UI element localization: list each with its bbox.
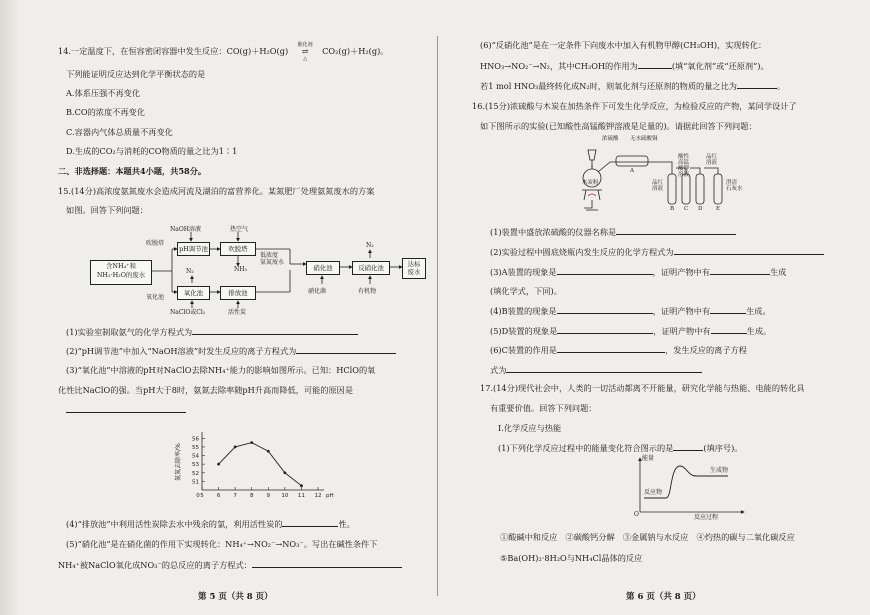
energy-diagram xyxy=(632,454,752,522)
x-tick-label: 7 xyxy=(233,493,237,499)
q16-sub4: (4)B装置的现象是 ，证明产物中有 生成。 xyxy=(490,306,771,316)
q17-sub1: (1)下列化学反应过程中的能量变化符合图示的是 (填序号)。 xyxy=(498,443,743,453)
answer-blank[interactable] xyxy=(296,345,396,354)
apparatus-cuso4: 无水硫酸铜 xyxy=(630,136,658,142)
q15-sub2: (2)“pH调节池”中加入“NaOH溶液”时发生反应的离子方程式为 xyxy=(66,345,396,356)
q15-sub3a: (3)“氧化池”中溶液的pH对NaClO去除NH₄⁺能力的影响如图所示。已知：HClO的氧 xyxy=(66,365,376,375)
apparatus-kmno4: 酸性 高锰 酸钾 溶液 xyxy=(678,154,690,178)
q15-stem-2: 如图。回答下列问题： xyxy=(66,205,148,215)
q17-part-I: Ⅰ.化学反应与热能 xyxy=(498,423,562,433)
flow-n2-left: N₂ xyxy=(186,268,194,275)
q16-sub3b: (填化学式，下同)。 xyxy=(490,286,562,296)
q16-sub3: (3)A装置的现象是 ，证明产物中有 生成 xyxy=(490,267,787,277)
apparatus-charcoal: 木炭粉 xyxy=(582,180,599,186)
flow-blow-label: 吹脱塔 xyxy=(146,240,165,247)
answer-blank[interactable] xyxy=(737,80,777,89)
flow-organic: 有机物 xyxy=(358,288,377,295)
apparatus-conc-acid: 浓硫酸 xyxy=(602,136,619,142)
left-page-footer: 第 5 页（共 8 页） xyxy=(198,592,273,602)
q15-sub1: (1)实验室制取氨气的化学方程式为 xyxy=(66,326,358,337)
data-point xyxy=(234,446,237,449)
data-point xyxy=(250,441,253,444)
q14-ask: 下列能证明反应达到化学平衡状态的是 xyxy=(66,69,206,79)
y-tick-label: 55 xyxy=(192,444,199,451)
answer-blank[interactable] xyxy=(252,559,402,568)
ph-chart-svg xyxy=(168,428,338,508)
q16-sub6b: 式为 xyxy=(490,364,702,375)
flow-blowout-tower: 吹脱塔 xyxy=(220,242,256,256)
q16-stem-a: 16.(15分)浓硫酸与木炭在加热条件下可发生化学反应，为检验反应的产物，某同学设计了 xyxy=(472,101,797,111)
x-tick-label: 9 xyxy=(266,493,271,499)
flow-nitrite-bacteria: 硝化菌 xyxy=(308,288,327,295)
answer-blank[interactable] xyxy=(616,226,736,235)
x-tick-label: 10 xyxy=(281,493,289,499)
answer-blank[interactable] xyxy=(673,442,703,451)
q16-sub2: (2)实验过程中圆底烧瓶内发生反应的化学方程式为 xyxy=(490,246,824,257)
energy-diagram-svg xyxy=(632,454,752,522)
flow-oxid-label: 氧化池 xyxy=(146,294,165,301)
apparatus-pinhong-b: 品红 溶液 xyxy=(652,180,664,192)
flow-hot-air: 热空气 xyxy=(230,226,249,233)
data-point xyxy=(283,471,286,474)
column-divider xyxy=(437,36,438,596)
x-tick-label: 8 xyxy=(249,493,254,499)
q15-sub4: (4)“排放池”中利用活性炭除去水中残余的氯，利用活性炭的 性。 xyxy=(66,519,355,529)
answer-blank[interactable] xyxy=(557,305,653,314)
q16-sub1: (1)装置中盛放浓硫酸的仪器名称是 xyxy=(490,226,736,237)
q17-options-1: ①酸碱中和反应 ②碳酸钙分解 ③金属钠与水反应 ④灼热的碳与二氧化碳反应 xyxy=(500,532,795,542)
q16-sub5: (5)D装置的现象是 ，证明产物中有 生成。 xyxy=(490,326,772,336)
data-point xyxy=(267,450,270,453)
flow-naoh: NaOH溶液 xyxy=(170,226,201,233)
flow-nitrify-tank: 硝化池 xyxy=(306,261,340,275)
q15-sub6b: HNO₃→NO₂⁻→N₂，其中CH₃OH的作用为 (填“氧化剂”或“还原剂”)。 xyxy=(480,61,769,71)
q14-option-b: B.CO的浓度不再变化 xyxy=(66,107,145,117)
q14-stem: 14.一定温度下，在恒容密闭容器中发生反应：CO(g)＋H₂O(g) 催化剂 ⇌ △ CO₂(g)＋H₂(g)。 xyxy=(58,42,389,62)
q15-stem-1: 15.(14分)高浓度氨氮废水会造成河流及湖泊的富营养化。某氮肥厂处理氨氮废水的方案 xyxy=(58,186,375,196)
y-tick-label: 51 xyxy=(192,479,199,486)
apparatus-pinhong-d: 品红 溶液 xyxy=(706,154,718,166)
answer-blank[interactable] xyxy=(638,60,672,69)
flow-denitrify-tank: 反硝化池 xyxy=(352,261,390,275)
q17-stem-a: 17.(14分)现代社会中，人类的一切活动都离不开能量，研究化学能与热能、电能的转化具 xyxy=(480,383,805,393)
section-2-heading: 二、非选择题：本题共4小题，共58分。 xyxy=(58,166,207,176)
q15-sub5b: NH₄⁺被NaClO氧化成NO₃⁻的总反应的离子方程式： xyxy=(58,559,402,570)
y-tick-label: 54 xyxy=(192,453,199,460)
data-point xyxy=(300,484,303,487)
flow-low-conc: 低浓度 氨氮废水 xyxy=(260,252,285,266)
q17-stem-b: 有重要价值。回答下列问题： xyxy=(490,403,597,413)
answer-blank[interactable] xyxy=(557,266,653,275)
q16-stem-b: 如下图所示的实验(已知酸性高锰酸钾溶液是足量的)。请据此回答下列问题： xyxy=(480,121,757,131)
x-tick-label: 5 xyxy=(200,493,204,499)
q15-sub3b: 化性比NaClO的强。当pH大于8时，氨氮去除率随pH升高而降低，可能的原因是 xyxy=(58,385,354,395)
flow-nh3: NH₃ xyxy=(234,266,247,273)
right-page-footer: 第 6 页（共 8 页） xyxy=(626,592,701,602)
y-axis-label: 氨氮去除率/% xyxy=(175,443,182,481)
answer-blank[interactable] xyxy=(192,326,358,335)
apparatus-label-e: E xyxy=(716,206,721,212)
origin-label: 0 xyxy=(196,493,200,499)
answer-blank[interactable] xyxy=(674,246,824,255)
flow-n2-top: N₂ xyxy=(366,242,374,249)
q16-sub6: (6)C装置的作用是 ，发生反应的离子方程 xyxy=(490,345,747,355)
energy-ylabel: 能量 xyxy=(642,455,655,462)
answer-blank[interactable] xyxy=(282,518,338,527)
q14-option-d: D.生成的CO₂与消耗的CO物质的量之比为1∶1 xyxy=(66,146,238,156)
q16-apparatus xyxy=(580,134,750,216)
answer-blank[interactable] xyxy=(710,305,746,314)
apparatus-label-a: A xyxy=(630,168,634,174)
flow-naclo: NaClO或Cl₂ xyxy=(170,309,206,316)
ph-removal-chart xyxy=(168,428,338,512)
answer-blank[interactable] xyxy=(506,364,702,373)
energy-origin: O xyxy=(634,511,639,518)
q15-sub6a: (6)“反硝化池”是在一定条件下向废水中加入有机物甲醇(CH₃OH)，实现转化： xyxy=(480,40,767,50)
q15-sub6c: 若1 mol HNO₃最终转化成N₂时，则氧化剂与还原剂的物质的量之比为 。 xyxy=(480,81,786,91)
x-axis-label: pH xyxy=(326,493,334,499)
flow-carbon: 活性炭 xyxy=(228,309,247,316)
answer-blank[interactable] xyxy=(66,404,186,413)
q15-flow-diagram xyxy=(58,220,430,320)
y-tick-label: 52 xyxy=(192,470,199,477)
flow-ph-tank: pH调节池 xyxy=(177,242,210,256)
energy-xlabel: 反应过程 xyxy=(694,514,719,521)
q14-option-c: C.容器内气体总质量不再变化 xyxy=(66,127,173,137)
q15-sub5a: (5)“硝化池”是在硝化菌的作用下实现转化：NH₄⁺→NO₂⁻→NO₃⁻。写出在碱性条件下 xyxy=(66,539,378,549)
y-tick-label: 53 xyxy=(192,462,199,469)
apparatus-label-d: D xyxy=(698,206,703,212)
answer-blank[interactable] xyxy=(557,344,665,353)
q17-options-2: ⑤Ba(OH)₂·8H₂O与NH₄Cl晶体的反应 xyxy=(500,553,643,563)
flow-oxidation-tank: 氧化池 xyxy=(177,286,210,300)
energy-product: 生成物 xyxy=(710,467,729,474)
data-point xyxy=(217,463,220,466)
x-tick-label: 6 xyxy=(216,493,221,499)
flow-standard-water: 达标 废水 xyxy=(402,258,426,279)
energy-reactant: 反应物 xyxy=(644,489,663,496)
answer-blank[interactable] xyxy=(710,266,770,275)
x-tick-label: 12 xyxy=(314,493,322,499)
apparatus-label-b: B xyxy=(670,206,675,212)
apparatus-svg xyxy=(580,134,750,216)
flow-drain-tank: 排放池 xyxy=(220,286,256,300)
q15-sub3-blank xyxy=(66,404,186,415)
x-tick-label: 11 xyxy=(297,493,305,499)
series-line xyxy=(219,443,302,486)
apparatus-lime-water: 澄清 石灰水 xyxy=(726,180,743,192)
reversible-arrow: 催化剂 ⇌ △ xyxy=(297,42,313,62)
flow-waste-water: 含NH₄⁺和 NH₃·H₂O的废水 xyxy=(90,260,152,285)
apparatus-label-c: C xyxy=(684,206,689,212)
q14-option-a: A.体系压强不再变化 xyxy=(66,88,141,98)
y-tick-label: 56 xyxy=(192,436,199,443)
answer-blank[interactable] xyxy=(711,325,747,334)
answer-blank[interactable] xyxy=(557,325,653,334)
